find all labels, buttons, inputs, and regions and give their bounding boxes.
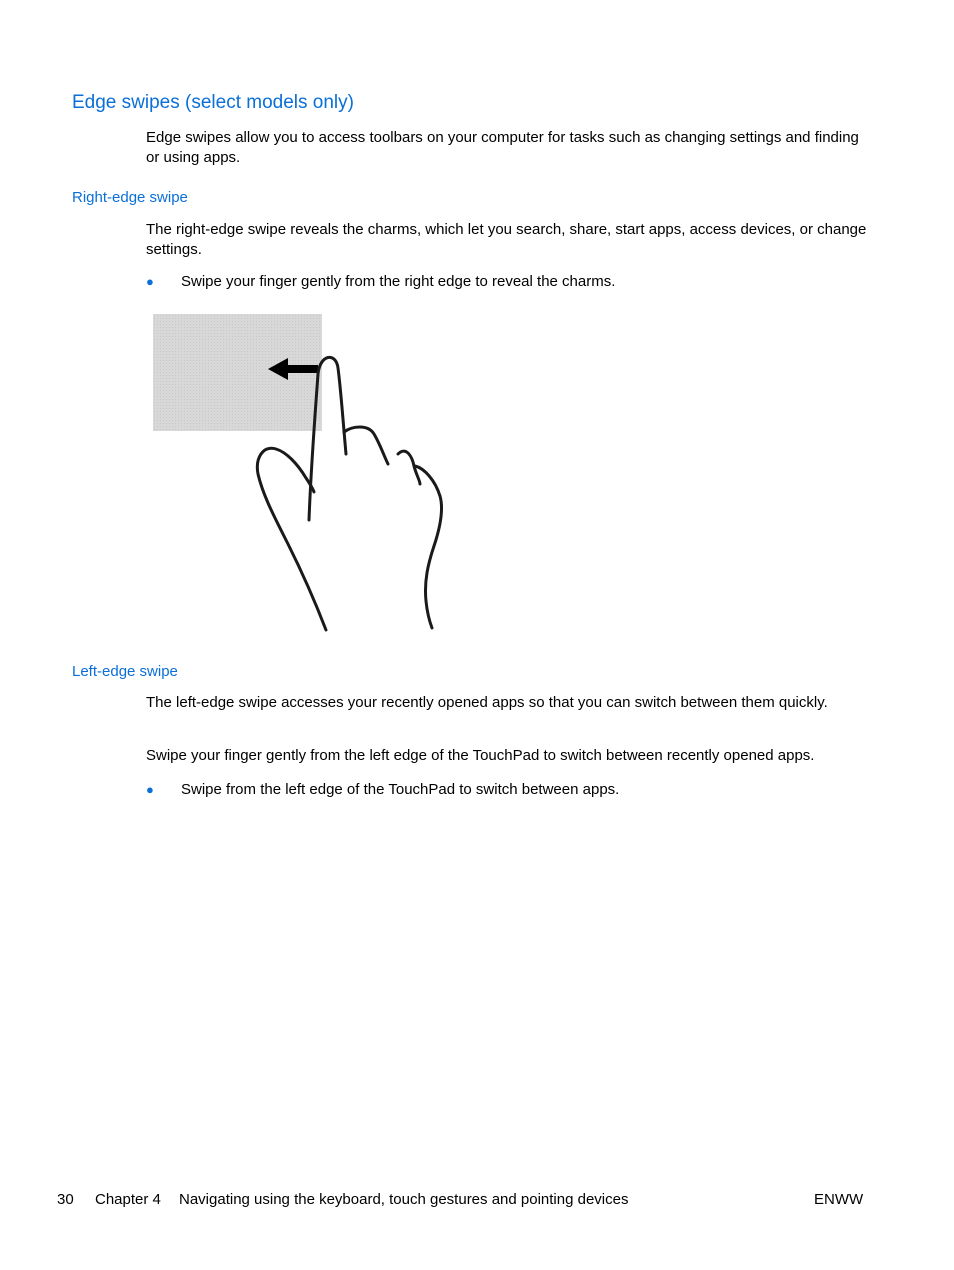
bullet-icon: ● [146, 274, 154, 289]
left-edge-heading: Left-edge swipe [72, 663, 178, 680]
left-edge-instruction: Swipe your finger gently from the left edge of the TouchPad to switch between recently opened apps. [146, 747, 815, 764]
right-edge-bullet-text: Swipe your finger gently from the right edge to reveal the charms. [181, 273, 616, 290]
doc-code: ENWW [814, 1191, 864, 1208]
left-edge-bullet-text: Swipe from the left edge of the TouchPad to switch between apps. [181, 781, 620, 798]
right-edge-swipe-figure [148, 306, 458, 636]
intro-paragraph: Edge swipes allow you to access toolbars on your computer for tasks such as changing settings and finding or using apps. [146, 129, 859, 166]
page-number: 30 [57, 1191, 74, 1208]
section-heading: Edge swipes (select models only) [72, 92, 354, 113]
right-edge-heading: Right-edge swipe [72, 189, 188, 206]
chapter-title: Navigating using the keyboard, touch gestures and pointing devices [179, 1191, 629, 1208]
left-edge-description: The left-edge swipe accesses your recently opened apps so that you can switch between them quickly. [146, 694, 828, 711]
chapter-label: Chapter 4 [95, 1191, 161, 1208]
bullet-icon: ● [146, 782, 154, 797]
right-edge-description: The right-edge swipe reveals the charms, which let you search, share, start apps, access devices, or change settings. [146, 221, 867, 258]
